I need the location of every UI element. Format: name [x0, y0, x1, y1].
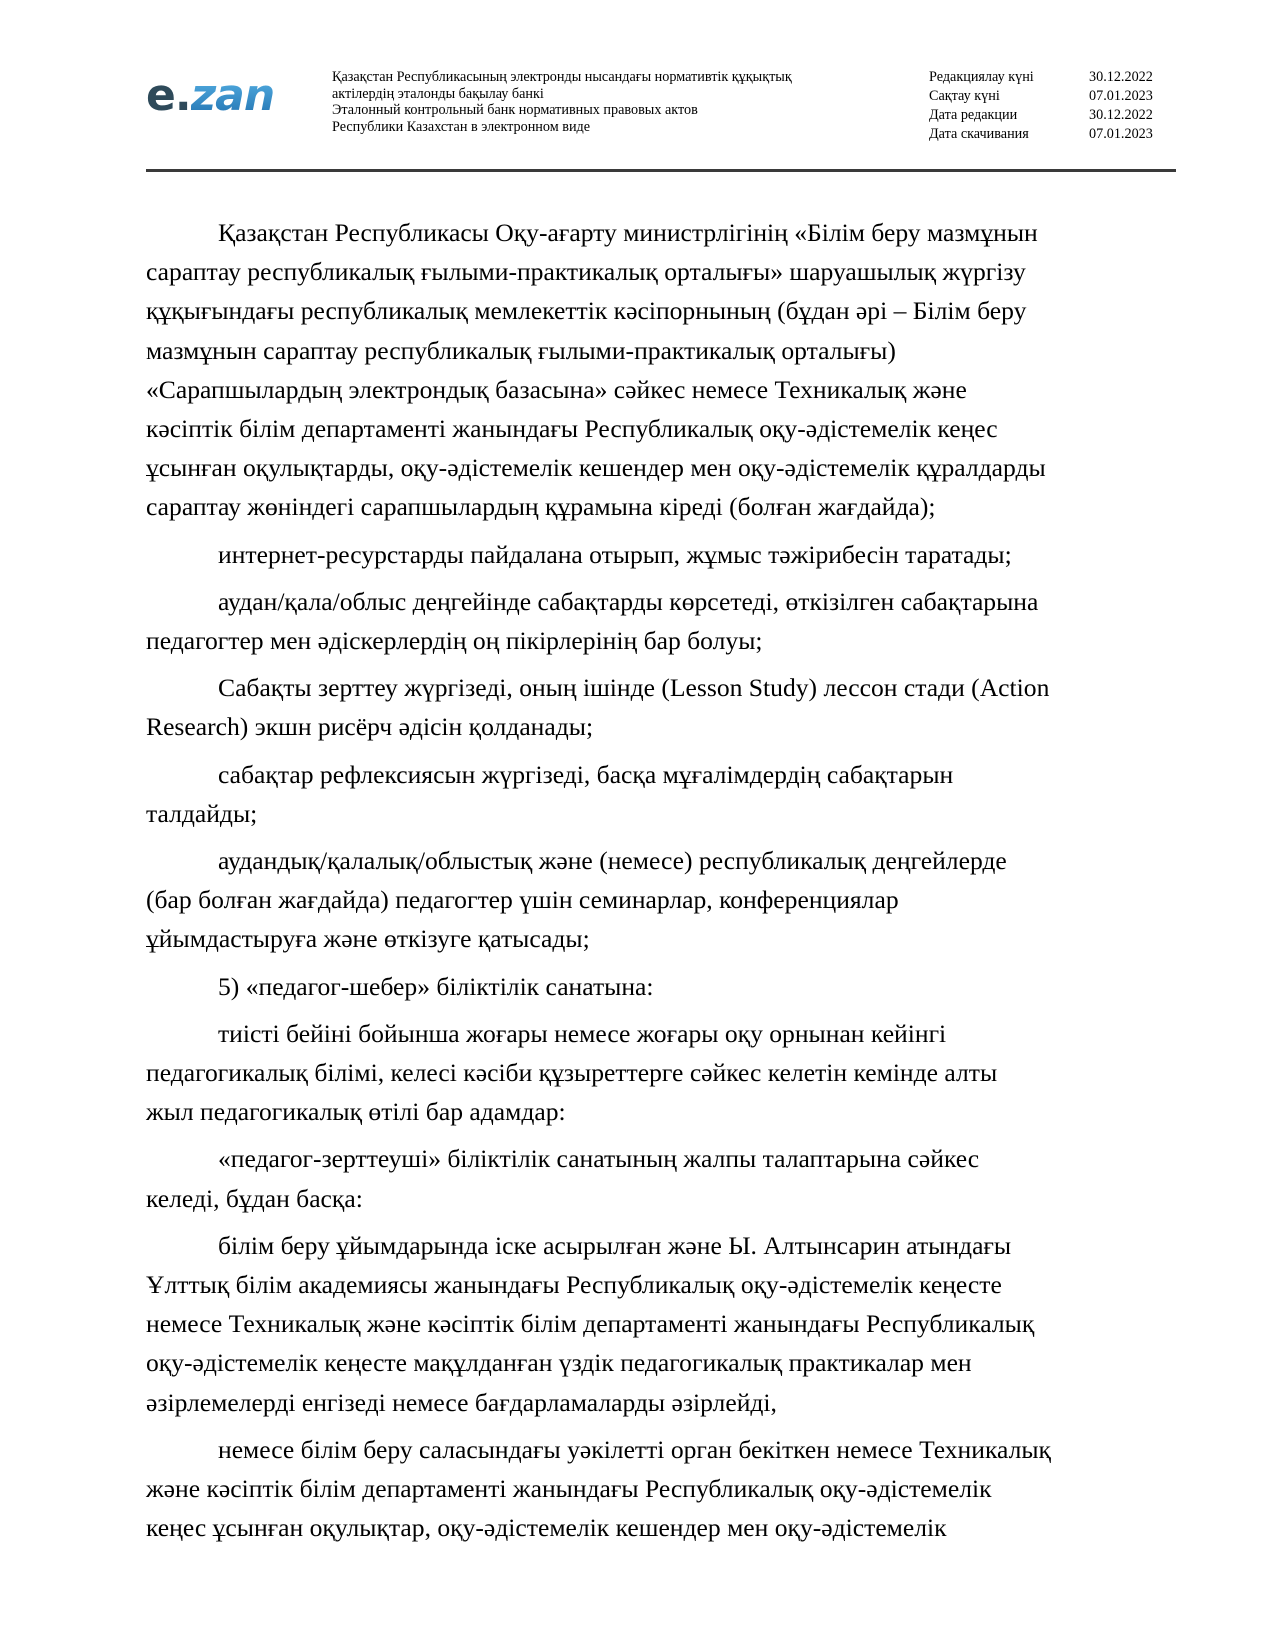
paragraph — [146, 841, 1181, 959]
paragraph-line: педагогтер мен әдіскерлердің оң пікірлерінің бар болуы; — [146, 626, 763, 656]
paragraph-line: немесе білім беру саласындағы уәкілетті орган бекіткен немесе Техникалық — [218, 1434, 1051, 1464]
paragraph-line: «педагог-зерттеуші» біліктілік санатының жалпы талаптарына сәйкес — [218, 1144, 980, 1174]
paragraph-line: ұсынған оқулықтарды, оқу-әдістемелік кешендер мен оқу-әдістемелік құралдарды — [146, 453, 1046, 483]
paragraph — [146, 668, 1181, 746]
paragraph-line: кәсіптік білім департаменті жанындағы Республикалық оқу-әдістемелік кеңес — [146, 414, 998, 444]
organization-line: актілердің эталонды бақылау банкі — [332, 85, 544, 102]
paragraph-line: немесе Техникалық және кәсіптік білім департаменті жанындағы Республикалық — [146, 1309, 1035, 1339]
paragraph-line: кеңес ұсынған оқулықтар, оқу-әдістемелік кешендер мен оқу-әдістемелік — [146, 1513, 947, 1543]
paragraph-line: педагогикалық білімі, келесі кәсіби құзыреттерге сәйкес келетін кемінде алты — [146, 1058, 998, 1088]
logo-e: e — [146, 70, 175, 121]
paragraph — [146, 213, 1181, 527]
document-header — [0, 0, 1275, 175]
paragraph-line: әзірлемелерді енгізеді немесе бағдарламаларды әзірлейді, — [146, 1387, 777, 1417]
paragraph-line: 5) «педагог-шебер» біліктілік санатына: — [218, 971, 654, 1001]
ezan-logo — [146, 70, 275, 121]
paragraph-line: сабақтар рефлексиясын жүргізеді, басқа мұғалімдердің сабақтарын — [218, 759, 954, 789]
meta-label: Сақтау күні — [929, 88, 1000, 104]
paragraph — [146, 582, 1181, 660]
paragraph-line: тиісті бейіні бойынша жоғары немесе жоғары оқу орнынан кейінгі — [218, 1018, 947, 1048]
paragraph-line: Research) экшн рисёрч әдісін қолданады; — [146, 712, 594, 742]
organization-line: Республики Казахстан в электронном виде — [332, 118, 591, 135]
paragraph-line: (бар болған жағдайда) педагогтер үшін семинарлар, конференциялар — [146, 885, 899, 915]
paragraph-line: аудандық/қалалық/облыстық және (немесе) республикалық деңгейлерде — [218, 846, 1007, 876]
paragraph-line: сараптау республикалық ғылыми-практикалық орталығы» шаруашылық жүргізу — [146, 257, 1026, 287]
organization-name — [332, 69, 792, 135]
paragraph-line: білім беру ұйымдарында іске асырылған және Ы. Алтынсарин атындағы — [218, 1230, 1012, 1260]
paragraph-line: талдайды; — [146, 798, 258, 828]
paragraph — [146, 535, 1181, 574]
paragraph-line: келеді, бұдан басқа: — [146, 1183, 363, 1213]
paragraph — [146, 1139, 1181, 1217]
paragraph-line: жыл педагогикалық өтілі бар адамдар: — [146, 1097, 566, 1127]
header-divider — [146, 169, 1176, 172]
paragraph — [146, 755, 1181, 833]
meta-row-edit-date-ru — [929, 106, 1169, 125]
meta-row-download-date-ru — [929, 125, 1169, 144]
paragraph-line: мазмұнын сараптау республикалық ғылыми-практикалық орталығы) — [146, 335, 896, 365]
paragraph-line: интернет-ресурстарды пайдалана отырып, жұмыс тәжірибесін таратады; — [218, 539, 1012, 569]
meta-value: 07.01.2023 — [1089, 126, 1153, 142]
paragraph-line: «Сарапшылардың электрондық базасына» сәйкес немесе Техникалық және — [146, 374, 967, 404]
paragraph-line: құқығындағы республикалық мемлекеттік кәсіпорнының (бұдан әрі – Білім беру — [146, 296, 1027, 326]
organization-line: Эталонный контрольный банк нормативных правовых актов — [332, 102, 698, 118]
meta-value: 30.12.2022 — [1089, 69, 1153, 85]
meta-label: Дата скачивания — [929, 126, 1029, 142]
document-body — [146, 213, 1181, 1556]
paragraph-line: ұйымдастыруға және өткізуге қатысады; — [146, 924, 590, 954]
paragraph — [146, 1226, 1181, 1422]
paragraph-line: оқу-әдістемелік кеңесте мақұлданған үздік педагогикалық практикалар мен — [146, 1348, 972, 1378]
paragraph-line: аудан/қала/облыс деңгейінде сабақтарды көрсетеді, өткізілген сабақтарына — [218, 586, 1039, 616]
document-meta — [929, 68, 1169, 144]
paragraph-line: және кәсіптік білім департаменті жанындағы Республикалық оқу-әдістемелік — [146, 1474, 992, 1504]
meta-label: Редакциялау күні — [929, 69, 1034, 85]
paragraph-line: Сабақты зерттеу жүргізеді, оның ішінде (Lesson Study) лессон стади (Action — [218, 673, 1050, 703]
meta-value: 30.12.2022 — [1089, 107, 1153, 123]
paragraph — [146, 967, 1181, 1006]
paragraph-line: Қазақстан Республикасы Оқу-ағарту министрлігінің «Білім беру мазмұнын — [218, 218, 1038, 247]
meta-row-edit-date-kz — [929, 68, 1169, 87]
organization-line: Қазақстан Республикасының электронды нысандағы нормативтік құқықтық — [332, 69, 792, 85]
logo-zan: zan — [190, 70, 275, 121]
logo-dot: . — [174, 70, 191, 121]
meta-value: 07.01.2023 — [1089, 88, 1153, 104]
meta-row-save-date-kz — [929, 87, 1169, 106]
paragraph — [146, 1430, 1181, 1548]
paragraph-line: сараптау жөніндегі сарапшылардың құрамына кіреді (болған жағдайда); — [146, 492, 936, 522]
paragraph — [146, 1014, 1181, 1132]
meta-label: Дата редакции — [929, 107, 1018, 123]
paragraph-line: Ұлттық білім академиясы жанындағы Республикалық оқу-әдістемелік кеңесте — [146, 1270, 1002, 1300]
